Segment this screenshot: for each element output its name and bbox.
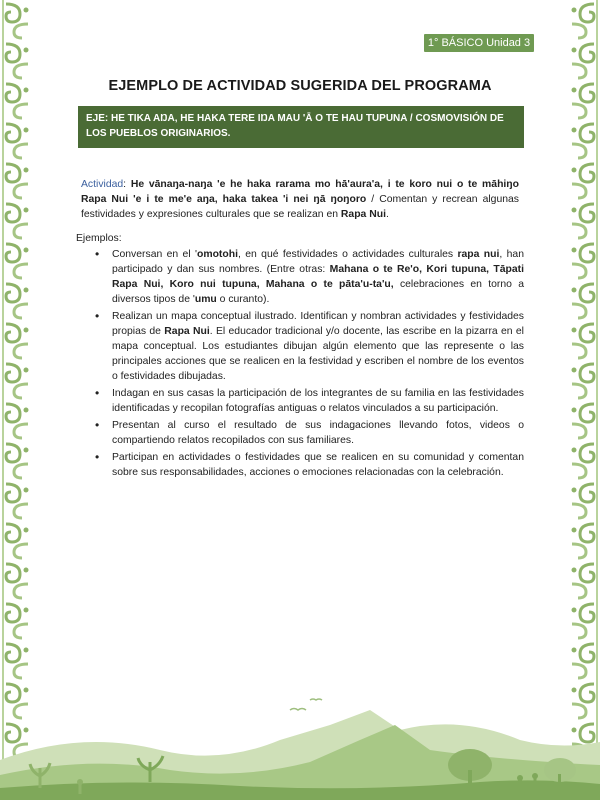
example-1-text-a: Conversan en el '	[112, 249, 197, 260]
activity-paragraph	[81, 177, 519, 222]
example-item-1	[90, 247, 524, 307]
example-item-4	[90, 418, 524, 448]
example-4-text: Presentan al curso el resultado de sus indagaciones llevando fotos, videos o compartiendo relatos recopilados con sus familiares.	[112, 420, 524, 446]
activity-colon: :	[123, 179, 131, 190]
example-1-bold-d: umu	[194, 294, 217, 305]
example-item-5	[90, 450, 524, 480]
eje-banner	[78, 106, 524, 148]
page-title: EJEMPLO DE ACTIVIDAD SUGERIDA DEL PROGRAMA	[108, 78, 492, 94]
example-1-bold-c: Mahana o te Re'o, Kori tupuna, Tāpati Rapa Nui, Koro nui tupuna, Mahana o te pāta'u-ta'u,	[112, 264, 524, 290]
example-1-text-c: , han participado y dan sus nombres. (Entre otras:	[112, 249, 524, 275]
examples-heading: Ejemplos:	[76, 233, 122, 244]
example-1-bold-b: rapa nui	[457, 249, 500, 260]
grade-unit-badge: 1° BÁSICO Unidad 3	[424, 34, 534, 52]
example-2-text-b: . El educador tradicional y/o docente, las escribe en la pizarra en el mapa conceptual. Los estudiantes dibujan algún elemento que las represente o las principales acciones que se realicen en la festividad y escriben el nombre de los eventos o festividades dibujadas.	[112, 326, 524, 382]
example-3-text: Indagan en sus casas la participación de los integrantes de su familia en las festividades identificadas y recopilan fotografías antiguas o relatos vinculados a su participación.	[112, 388, 524, 414]
activity-place: Rapa Nui	[340, 209, 386, 220]
example-1-text-d: celebraciones en torno a diversos tipos de '	[112, 279, 524, 305]
activity-bold-title: He vānaŋa-naŋa 'e he haka rarama mo hā'aura'a, i te koro nui o te māhiŋo Rapa Nui 'e i te me'e aŋa, haka takea 'i nei ŋā ŋoŋoro	[81, 179, 519, 205]
eje-text: EJE: HE TIKA AŊA, HE HAKA TERE IŊA MAU 'Ā O TE HAU TUPUNA / COSMOVISIÓN DE LOS PUEBLOS ORIGINARIOS.	[86, 113, 504, 139]
example-1-text-b: , en qué festividades o actividades culturales	[237, 249, 458, 260]
example-1-text-e: o curanto).	[216, 294, 270, 305]
example-5-text: Participan en actividades o festividades que se realicen en su comunidad y comentan sobre sus responsabilidades, acciones o emociones relacionadas con la celebración.	[112, 452, 524, 478]
activity-label: Actividad	[81, 179, 124, 190]
landscape-graphic	[0, 670, 600, 800]
example-2-text-a: Realizan un mapa conceptual ilustrado. Identifican y nombran actividades y festividades propias de	[112, 311, 524, 337]
example-1-bold-a: omotohi	[197, 249, 238, 260]
example-2-bold-a: Rapa Nui	[164, 326, 210, 337]
activity-description: / Comentan y recrean algunas festividades y expresiones culturales que se realizan en	[81, 194, 519, 220]
example-item-3	[90, 386, 524, 416]
example-item-2	[90, 309, 524, 384]
examples-list	[90, 247, 524, 482]
landscape-illustration	[0, 670, 600, 800]
activity-end: .	[385, 209, 389, 220]
